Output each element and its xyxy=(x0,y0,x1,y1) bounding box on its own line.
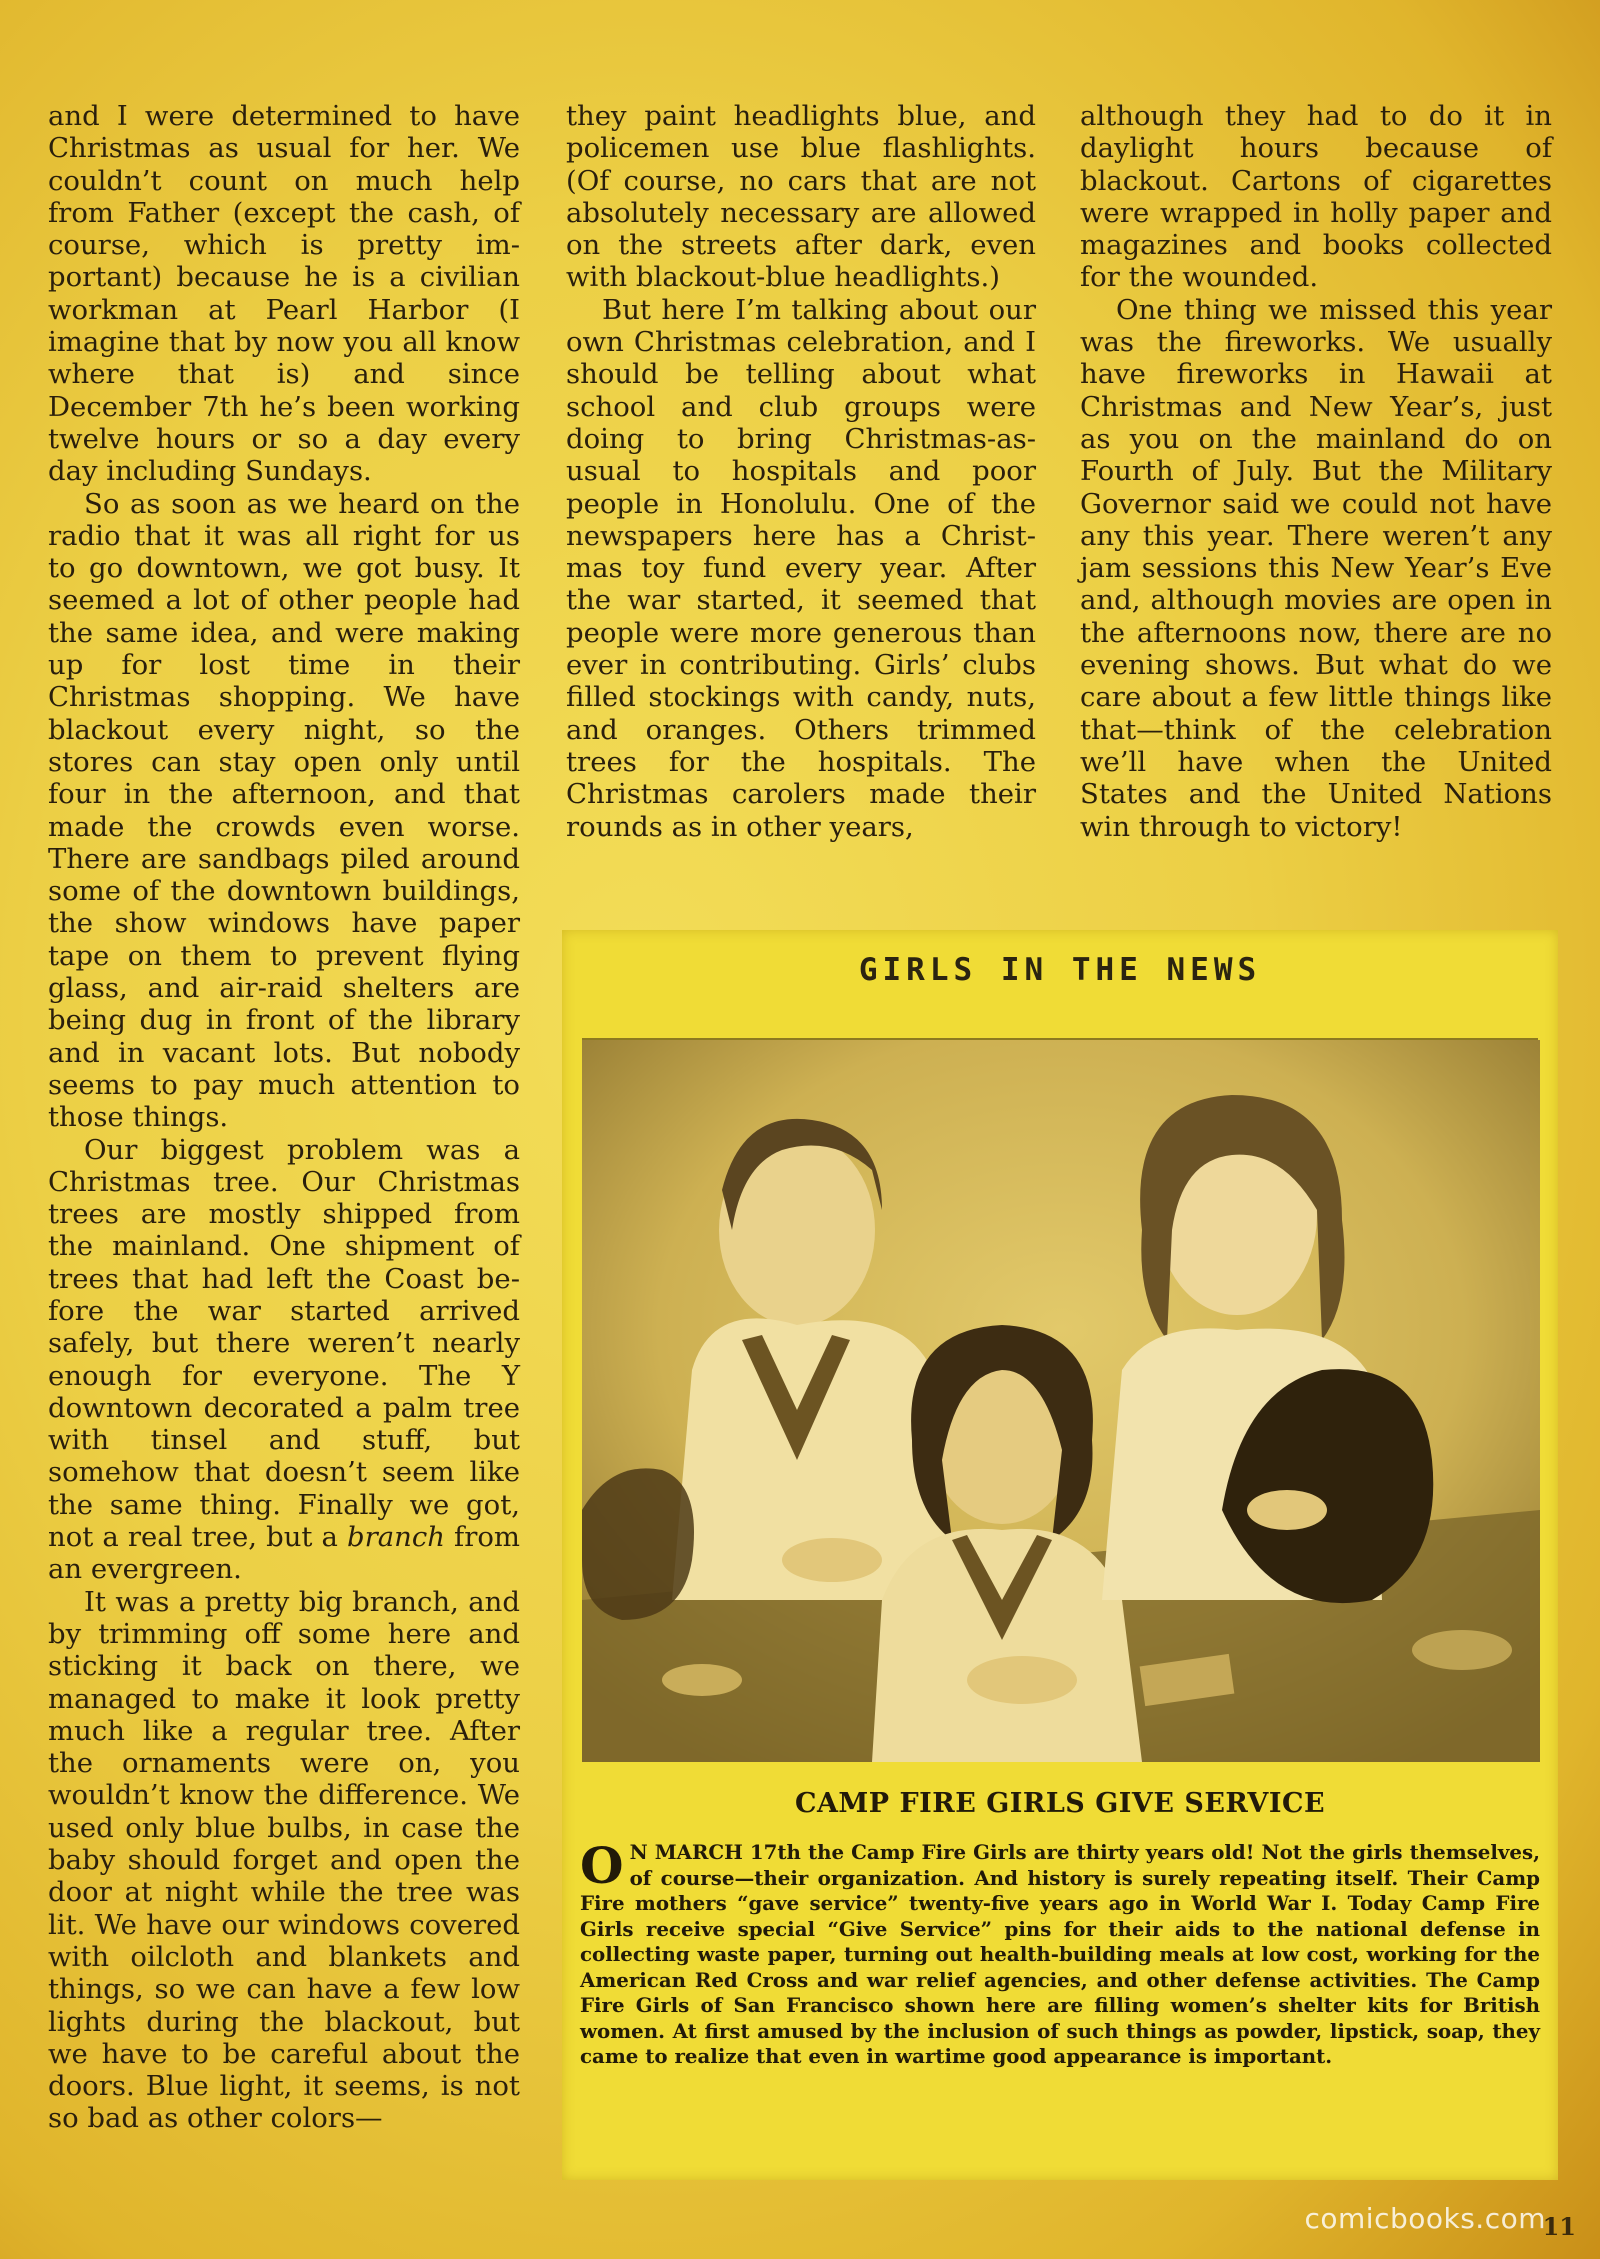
paragraph: they paint headlights blue, and policemen use blue flashlights. (Of course, no cars that are not absolutely necessary are allowed on the streets after dark, even with blackout-blue headlights.) xyxy=(566,100,1036,294)
paragraph: and I were determined to have Christmas as usual for her. We couldn’t count on much help from Father (except the cash, of course, which is pretty important) because he is a civilian workman at Pearl Harbor (I imagine that by now you all know where that is) and since December 7th he’s been working twelve hours or so a day every day including Sundays. xyxy=(48,100,520,488)
paragraph: So as soon as we heard on the radio that it was all right for us to go downtown, we got busy. It seemed a lot of other people had the same idea, and were making up for lost time in their Christmas shopping. We have blackout every night, so the stores can stay open only until four in the afternoon, and that made the crowds even worse. There are sandbags piled around some of the downtown buildings, the show windows have paper tape on them to prevent flying glass, and air-raid shelters are being dug in front of the library and in vacant lots. But nobody seems to pay much attention to those things. xyxy=(48,487,520,1134)
watermark: comicbooks.com xyxy=(1304,2202,1546,2235)
paragraph: One thing we missed this year was the fireworks. We usually have fireworks in Hawaii at Christmas and New Year’s, just as you on the mainland do on Fourth of July. But the Military Governor said we could not have any this year. There weren’t any jam sessions this New Year’s Eve and, although movies are open in the afternoons now, there are no evening shows. But what do we care about a few little things like that—think of the celebration we’ll have when the United States and the United Nations win through to victory! xyxy=(1080,293,1552,843)
article-column-3 xyxy=(1080,100,1552,843)
paragraph-text-tail: from an evergreen. xyxy=(48,1521,520,1586)
article-column-2 xyxy=(566,100,1036,843)
paragraph: But here I’m talking about our own Christmas celebration, and I should be telling about what school and club groups were doing to bring Christmas-as-usual to hospitals and poor people in Honolulu. One of the newspapers here has a Christmas toy fund every year. After the war started, it seemed that people were more generous than ever in contributing. Girls’ clubs filled stockings with candy, nuts, and oranges. Others trimmed trees for the hospitals. The Christmas carolers made their rounds as in other years, xyxy=(566,293,1036,843)
paragraph: It was a pretty big branch, and by trimming off some here and sticking it back on there, we managed to make it look pretty much like a regular tree. After the ornaments were on, you wouldn’t know the difference. We used only blue bulbs, in case the baby should forget and open the door at night while the tree was lit. We have our windows covered with oilcloth and blankets and things, so we can have a few low lights during the blackout, but we have to be careful about the doors. Blue light, it seems, is not so bad as other colors— xyxy=(48,1585,520,2135)
drop-cap: O xyxy=(580,1836,624,1895)
caption-body xyxy=(580,1836,1540,2070)
news-box-heading: GIRLS IN THE NEWS xyxy=(858,952,1262,988)
paragraph-text: Our biggest problem was a Christmas tree. Our Christmas trees are mostly shipped from the mainland. One shipment of trees that had left the Coast before the war started arrived safely, but there weren’t nearly enough for everyone. The Y downtown decorated a palm tree with tinsel and stuff, but somehow that doesn’t seem like the same thing. Finally we got, not a real tree, but a xyxy=(48,1133,520,1554)
caption-title: CAMP FIRE GIRLS GIVE SERVICE xyxy=(794,1788,1326,1819)
article-column-1 xyxy=(48,100,520,2135)
page-number: 11 xyxy=(1542,2212,1576,2241)
paragraph xyxy=(48,1134,520,1586)
girls-in-the-news-box xyxy=(562,930,1558,2180)
paragraph: although they had to do it in daylight hours because of blackout. Cartons of cigarettes were wrapped in holly paper and magazines and books collected for the wounded. xyxy=(1080,100,1552,294)
emphasis-branch: branch xyxy=(347,1521,445,1554)
caption-text: N MARCH 17th the Camp Fire Girls are thirty years old! Not the girls themselves, of course—their organization. And history is surely repeating itself. Their Camp Fire mothers “gave service” twenty-five years ago in World War I. Today Camp Fire Girls receive special “Give Service” pins for their aids to the national defense in collecting waste paper, turning out health-building meals at low cost, working for the American Red Cross and war relief agencies, and other defense activities. The Camp Fire Girls of San Francisco shown here are filling women’s shelter kits for British women. At first amused by the inclusion of such things as powder, lipstick, soap, they came to realize that even in wartime good appearance is important. xyxy=(580,1840,1540,2068)
camp-fire-girls-photo xyxy=(582,1040,1540,1762)
